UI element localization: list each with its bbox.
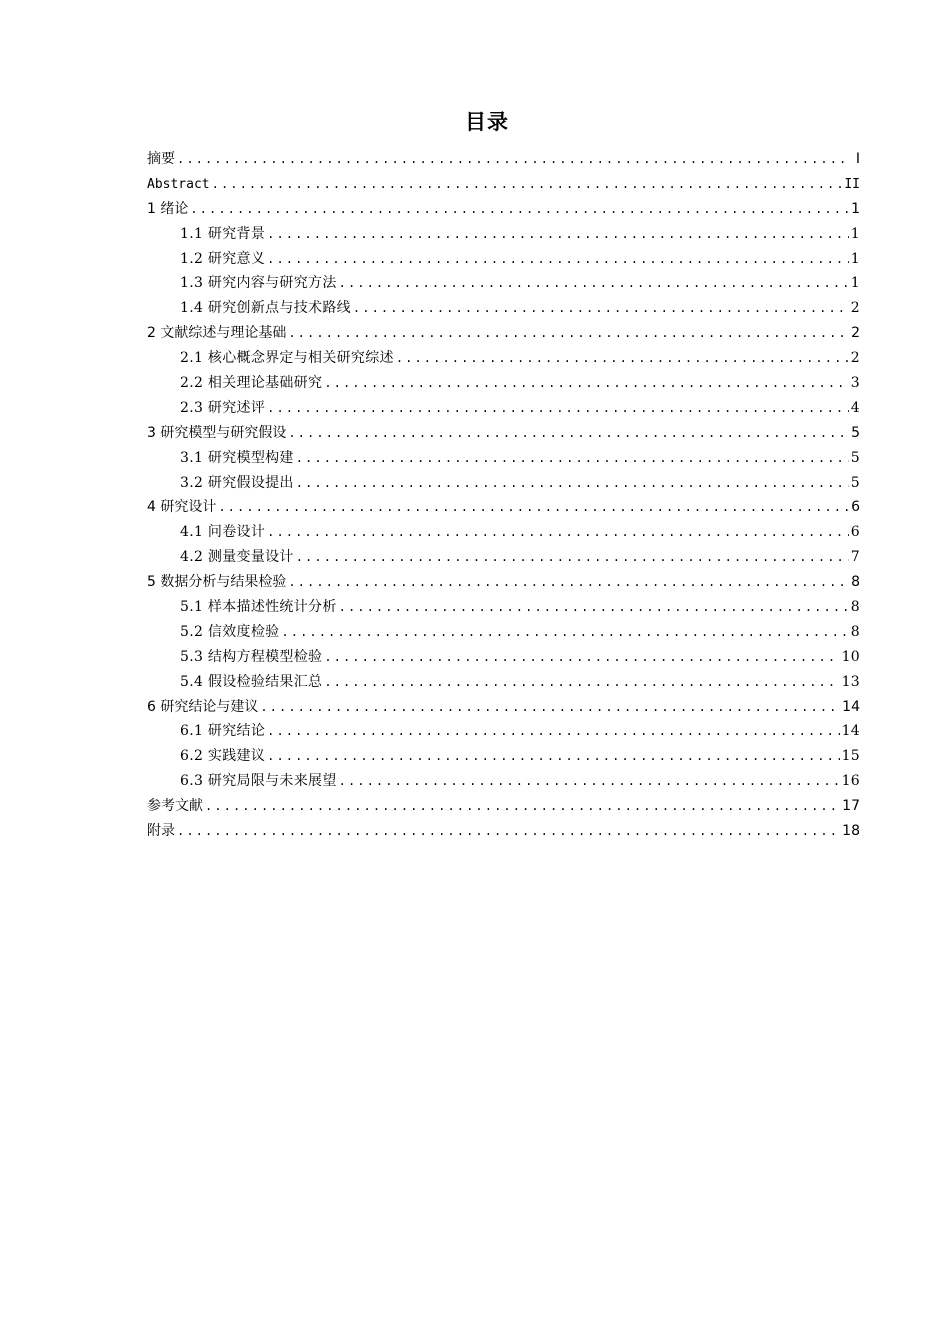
toc-entry-page-number: 8 [850,623,860,640]
toc-entry-label: 6 研究结论与建议 [147,698,259,715]
toc-entry[interactable] [147,271,860,296]
dot-leader [260,695,840,720]
toc-entry-page-number: 4 [850,399,860,416]
toc-entry-label: 3.1 研究模型构建 [180,449,294,466]
toc-entry[interactable] [147,695,860,720]
toc-entry-label: 5.1 样本描述性统计分析 [180,599,337,616]
toc-entry[interactable] [147,147,860,172]
dot-leader [339,271,849,296]
toc-entry[interactable] [147,794,860,819]
dot-leader [396,346,849,371]
toc-entry-page-number: 8 [850,599,860,616]
dot-leader [288,421,849,446]
toc-entry[interactable] [147,620,860,645]
toc-entry-label: 5.2 信效度检验 [180,623,280,640]
toc-entry-page-number: 5 [850,474,860,491]
toc-entry[interactable] [147,545,860,570]
dot-leader [288,570,849,595]
dot-leader [339,595,849,620]
toc-entry-page-number: 15 [841,748,860,765]
toc-entry[interactable] [147,595,860,620]
toc-entry-label: 2.1 核心概念界定与相关研究综述 [180,350,394,367]
toc-entry[interactable] [147,197,860,222]
toc-entry[interactable] [147,719,860,744]
toc-entry-label: 2.2 相关理论基础研究 [180,375,323,392]
toc-entry-page-number: 8 [851,574,860,591]
toc-entry-label: 4 研究设计 [147,499,217,516]
toc-entry-label: 附录 [147,823,175,840]
toc-entry-label: 1.1 研究背景 [180,225,266,242]
dot-leader [296,545,849,570]
toc-entry[interactable] [147,371,860,396]
toc-entry-label: 3 研究模型与研究假设 [147,424,287,441]
toc-entry-label: 1 绪论 [147,200,189,217]
toc-entry[interactable] [147,396,860,421]
toc-entry[interactable] [147,172,860,197]
toc-entry[interactable] [147,819,860,844]
toc-entry-label: 摘要 [147,151,175,167]
toc-entry[interactable] [147,520,860,545]
toc-entry-label: Abstract [147,176,210,192]
toc-entry[interactable] [147,346,860,371]
toc-entry-page-number: 5 [851,424,860,441]
toc-entry[interactable] [147,222,860,247]
toc-entry-page-number: 6 [851,499,860,516]
toc-entry-page-number: 1 [850,275,860,292]
dot-leader [281,620,848,645]
toc-entry-page-number: 10 [841,648,860,665]
toc-entry[interactable] [147,495,860,520]
dot-leader [288,321,849,346]
toc-entry-page-number: 1 [851,200,860,217]
toc-entry-label: 5.4 假设检验结果汇总 [180,673,323,690]
toc-entry-page-number: 18 [842,823,860,840]
dot-leader [324,371,848,396]
toc-entry-page-number: 5 [850,449,860,466]
toc-entry-label: 6.3 研究局限与未来展望 [180,773,337,790]
dot-leader [205,794,840,819]
toc-entry[interactable] [147,645,860,670]
toc-entry-page-number: 2 [851,325,860,342]
toc-entry-page-number: 17 [842,798,860,815]
toc-entry-label: 5.3 结构方程模型检验 [180,648,323,665]
dot-leader [267,520,849,545]
toc-entry-page-number: 2 [850,300,860,317]
toc-entry-page-number: 1 [850,225,860,242]
dot-leader [267,396,849,421]
toc-entry-label: 3.2 研究假设提出 [180,474,294,491]
toc-entry[interactable] [147,446,860,471]
toc-entry-label: 1.3 研究内容与研究方法 [180,275,337,292]
toc-entry-label: 2 文献综述与理论基础 [147,325,287,342]
dot-leader [218,495,849,520]
toc-entry-page-number: 16 [841,773,860,790]
dot-leader [296,446,849,471]
toc-entry[interactable] [147,296,860,321]
toc-entry-label: 5 数据分析与结果检验 [147,574,287,591]
toc-entry[interactable] [147,421,860,446]
toc-entry-page-number: 2 [850,350,860,367]
dot-leader [190,197,849,222]
toc-entry-page-number: 3 [850,375,860,392]
toc-entry-label: 1.2 研究意义 [180,250,266,267]
toc-entry[interactable] [147,744,860,769]
toc-entry-label: 6.2 实践建议 [180,748,266,765]
toc-entry-page-number: 6 [850,524,860,541]
dot-leader [267,744,839,769]
dot-leader [324,670,839,695]
toc-entry-page-number: 1 [850,250,860,267]
toc-entry-label: 4.1 问卷设计 [180,524,266,541]
toc-entry-label: 2.3 研究述评 [180,399,266,416]
page-title: 目录 [465,110,509,134]
toc-entry[interactable] [147,769,860,794]
toc-entry-page-number: II [844,176,860,192]
dot-leader [267,247,849,272]
toc-entry-page-number: 14 [842,698,860,715]
dot-leader [177,819,840,844]
toc-entry-label: 参考文献 [147,798,203,815]
dot-leader [353,296,849,321]
toc-entry-page-number: 13 [841,673,860,690]
toc-entry-page-number: I [855,151,860,167]
toc-entry[interactable] [147,247,860,272]
toc-entry-label: 1.4 研究创新点与技术路线 [180,300,351,317]
dot-leader [339,769,840,794]
dot-leader [324,645,839,670]
dot-leader [177,147,850,172]
toc-entry[interactable] [147,321,860,346]
dot-leader [296,471,849,496]
toc-entry-label: 4.2 测量变量设计 [180,549,294,566]
dot-leader [212,172,843,197]
toc-entry[interactable] [147,471,860,496]
toc-entry-page-number: 7 [850,549,860,566]
toc-entry-page-number: 14 [841,723,860,740]
toc-entry[interactable] [147,570,860,595]
toc-entry[interactable] [147,670,860,695]
table-of-contents [147,147,860,844]
dot-leader [267,222,849,247]
dot-leader [267,719,839,744]
toc-entry-label: 6.1 研究结论 [180,723,266,740]
